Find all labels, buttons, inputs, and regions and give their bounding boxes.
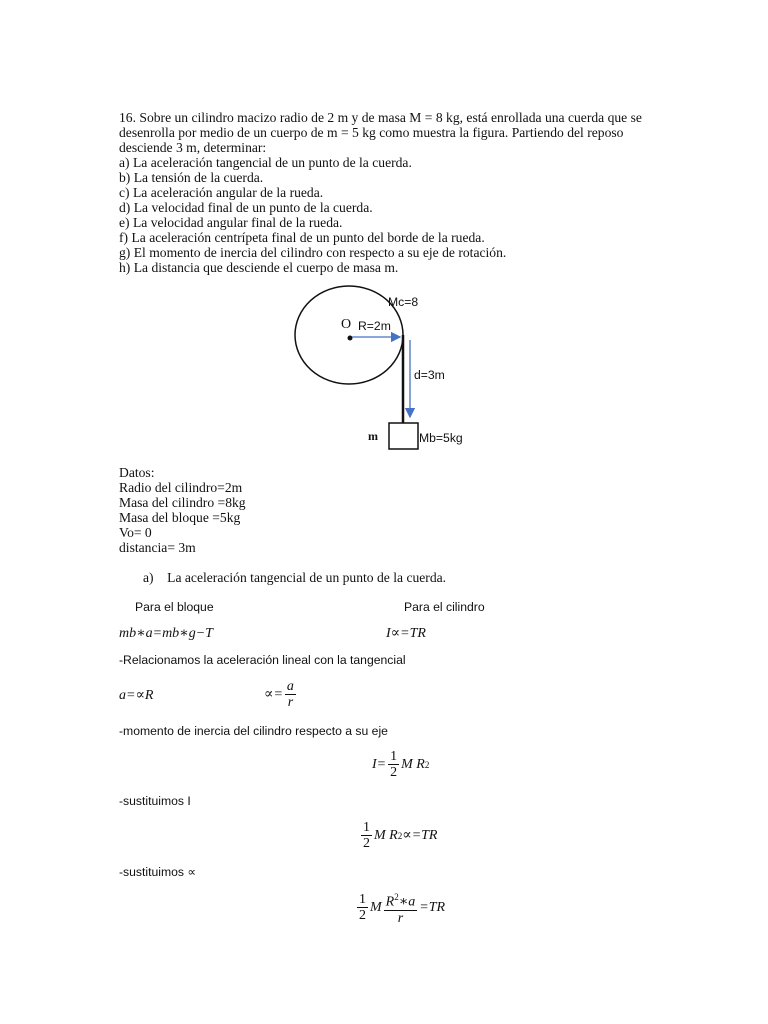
cylinder-circle <box>295 286 403 384</box>
fraction-numerator <box>384 890 418 911</box>
datos-line: Datos: <box>119 465 155 480</box>
problem-line: e) La velocidad angular final de la rueda. <box>119 215 343 230</box>
alpha-lhs: ∝= <box>264 687 283 702</box>
mass-term: M <box>370 899 382 915</box>
problem-line: desenrolla por medio de un cuerpo de m = 5 kg como muestra la figura. Partiendo del reposo <box>119 125 624 140</box>
center-label: O <box>341 317 352 332</box>
note-substitute-alpha: -sustituimos ∝ <box>119 865 197 879</box>
half-fraction <box>357 892 368 923</box>
inertia-equation <box>372 749 429 780</box>
block-label: m <box>368 429 378 443</box>
radius-symbol: R <box>385 894 395 910</box>
block <box>389 423 418 449</box>
inertia-rhs: M R <box>401 756 425 772</box>
problem-line: c) La aceleración angular de la rueda. <box>119 185 324 200</box>
datos-line: distancia= 3m <box>119 540 196 555</box>
part-a-heading: a) La aceleración tangencial de un punto de la cuerda. <box>143 570 447 585</box>
block-heading: Para el bloque <box>135 600 214 614</box>
datos-line: Masa del bloque =5kg <box>119 510 241 525</box>
inertia-lhs: I= <box>372 756 387 772</box>
cylinder-equation: I∝=TR <box>386 626 426 641</box>
note-inertia: -momento de inercia del cilindro respecto a su eje <box>119 724 388 738</box>
radius-fraction <box>384 890 418 926</box>
given-data <box>119 465 246 555</box>
substituted-i-equation <box>359 820 437 851</box>
fraction-denominator: r <box>397 910 404 926</box>
fraction-denominator: r <box>287 695 294 710</box>
problem-line: 16. Sobre un cilindro macizo radio de 2 m y de masa M = 8 kg, está enrollada una cuerda que se <box>119 110 642 125</box>
alpha-equation <box>264 679 298 710</box>
datos-line: Masa del cilindro =8kg <box>119 495 246 510</box>
problem-line: a) La aceleración tangencial de un punto de la cuerda. <box>119 155 412 170</box>
fraction-denominator: 2 <box>390 765 398 780</box>
fraction-denominator: 2 <box>359 908 366 924</box>
fraction-denominator: 2 <box>363 836 370 851</box>
exponent: 2 <box>394 892 399 902</box>
problem-statement <box>119 110 679 275</box>
fraction-numerator: 1 <box>390 749 398 764</box>
note-substitute-i: -sustituimos I <box>119 794 191 808</box>
problem-line: desciende 3 m, determinar: <box>119 140 267 155</box>
problem-line: h) La distancia que desciende el cuerpo de masa m. <box>119 260 399 275</box>
problem-line: g) El momento de inercia del cilindro con respecto a su eje de rotación. <box>119 245 507 260</box>
cylinder-heading: Para el cilindro <box>404 600 485 614</box>
radius-label: R=2m <box>358 319 391 333</box>
problem-line: b) La tensión de la cuerda. <box>119 170 264 185</box>
exponent: 2 <box>424 759 430 770</box>
mass-radius-term: M R <box>374 827 398 843</box>
substituted-alpha-equation <box>355 890 445 926</box>
half-fraction <box>388 749 399 780</box>
equation-rhs: =TR <box>419 899 446 915</box>
cylinder-mass-label: Mc=8 <box>388 295 419 309</box>
exponent: 2 <box>397 830 403 841</box>
note-relate: -Relacionamos la aceleración lineal con la tangencial <box>119 653 406 667</box>
problem-line: d) La velocidad final de un punto de la cuerda. <box>119 200 373 215</box>
center-dot <box>348 336 353 341</box>
datos-line: Radio del cilindro=2m <box>119 480 243 495</box>
block-equation: mb∗a=mb∗g−T <box>119 626 213 641</box>
datos-line: Vo= 0 <box>119 525 152 540</box>
problem-line: f) La aceleración centrípeta final de un punto del borde de la rueda. <box>119 230 485 245</box>
equation-rhs: ∝=TR <box>402 828 438 843</box>
half-fraction <box>361 820 372 851</box>
fraction-numerator: 1 <box>359 892 366 908</box>
linear-tangential-equation: a=∝R <box>119 688 154 703</box>
alpha-fraction <box>285 679 296 710</box>
block-mass-label: Mb=5kg <box>419 431 463 445</box>
fraction-numerator: a <box>286 679 294 694</box>
numerator-rest: ∗a <box>398 894 416 910</box>
distance-label: d=3m <box>414 368 445 382</box>
fraction-numerator: 1 <box>363 820 370 835</box>
